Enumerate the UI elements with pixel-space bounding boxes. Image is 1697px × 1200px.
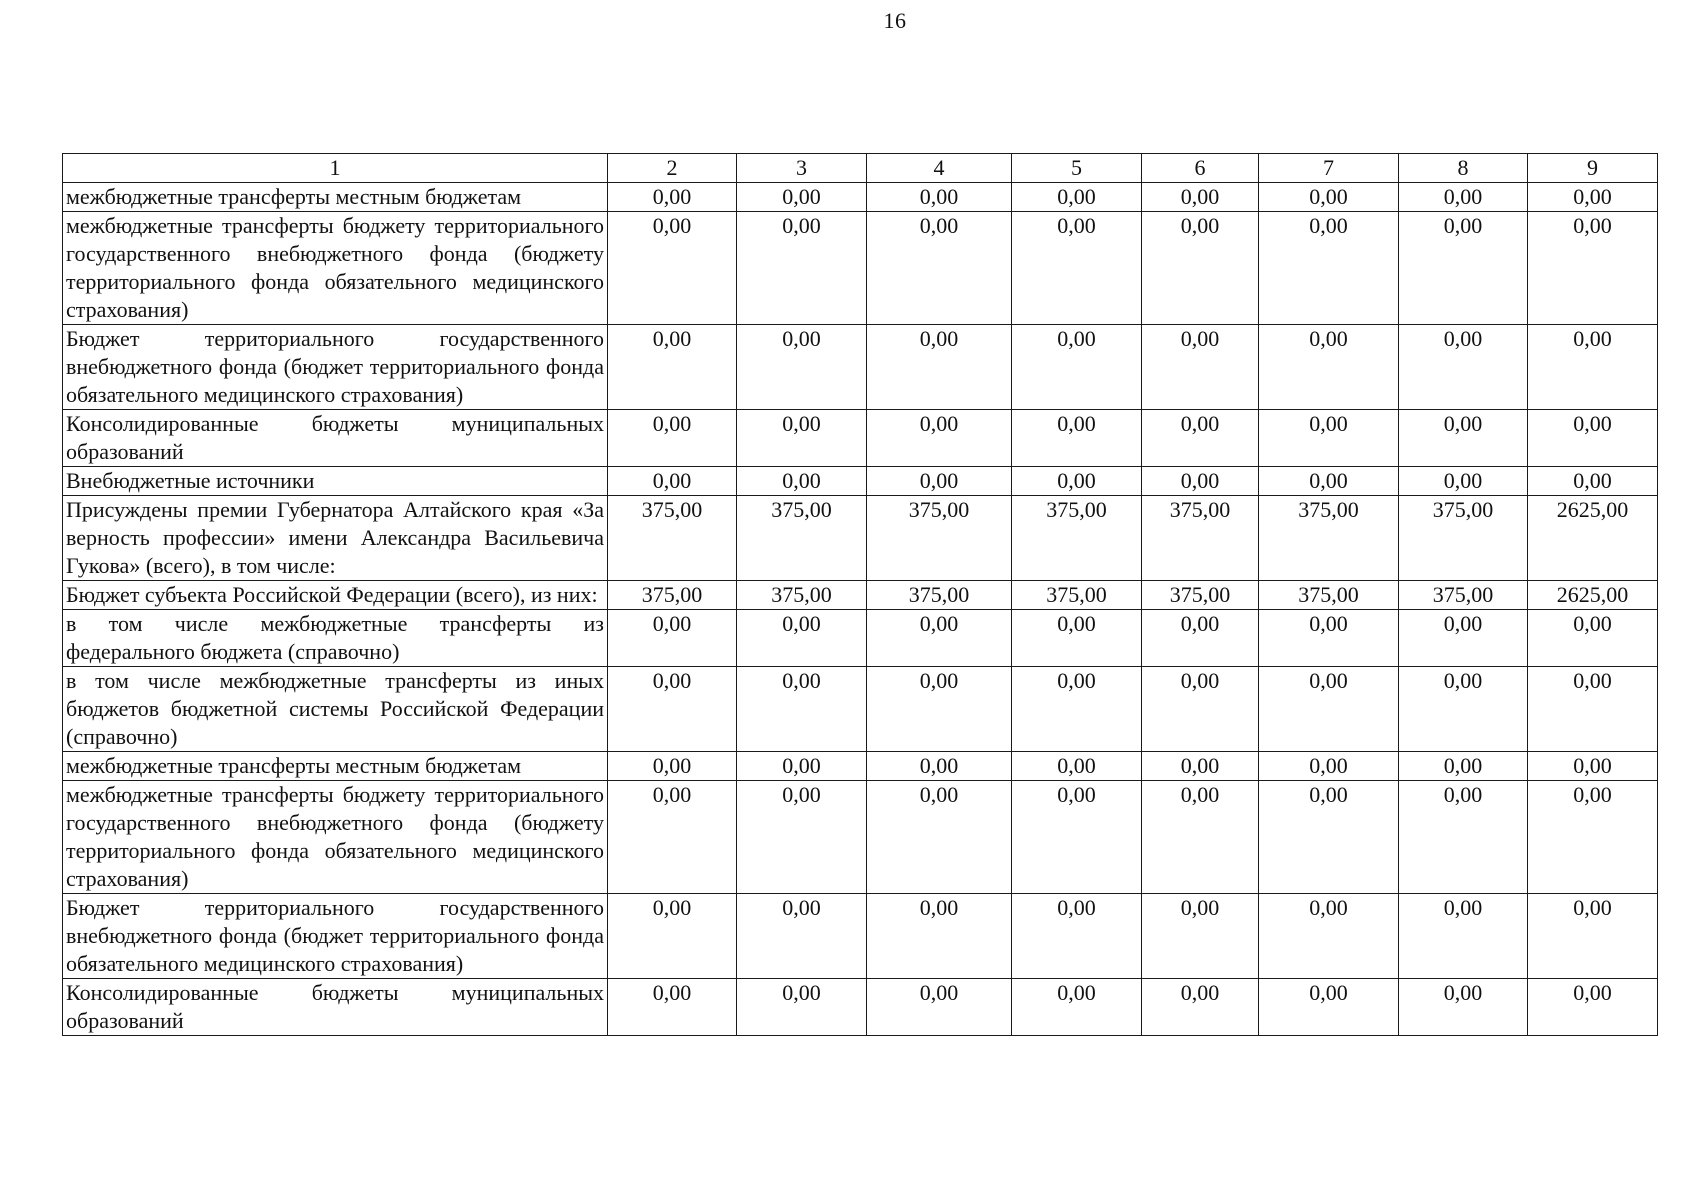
row-label: в том числе межбюджетные трансферты из федерального бюджета (справочно): [63, 610, 608, 667]
table-cell-value: 0,00: [608, 894, 737, 979]
table-cell-value: 0,00: [867, 325, 1012, 410]
table-body: [63, 154, 1658, 1036]
page-number: 16: [883, 8, 907, 33]
row-label: межбюджетные трансферты местным бюджетам: [63, 752, 608, 781]
table-cell-value: 0,00: [737, 467, 867, 496]
table-cell-value: 0,00: [1399, 752, 1528, 781]
table-cell-value: 0,00: [1528, 979, 1658, 1036]
table-cell-value: 0,00: [1399, 183, 1528, 212]
table-cell-value: 0,00: [1142, 325, 1259, 410]
table-cell-value: 0,00: [608, 979, 737, 1036]
table-row: [63, 610, 1658, 667]
table-cell-value: 0,00: [1399, 781, 1528, 894]
table-cell-value: 0,00: [737, 212, 867, 325]
table-cell-value: 0,00: [608, 781, 737, 894]
table-cell-value: 0,00: [1259, 212, 1399, 325]
column-header: 6: [1142, 154, 1259, 183]
table-cell-value: 375,00: [867, 496, 1012, 581]
column-header: 8: [1399, 154, 1528, 183]
row-label: в том числе межбюджетные трансферты из иных бюджетов бюджетной системы Российской Федерации (справочно): [63, 667, 608, 752]
table-cell-value: 0,00: [1259, 410, 1399, 467]
table-cell-value: 0,00: [1259, 894, 1399, 979]
table-cell-value: 0,00: [1399, 410, 1528, 467]
table-cell-value: 0,00: [737, 752, 867, 781]
column-header: 4: [867, 154, 1012, 183]
table-cell-value: 0,00: [867, 410, 1012, 467]
table-cell-value: 375,00: [608, 496, 737, 581]
table-cell-value: 0,00: [1259, 752, 1399, 781]
table-cell-value: 0,00: [737, 979, 867, 1036]
table-cell-value: 375,00: [1142, 581, 1259, 610]
table-row: [63, 325, 1658, 410]
table-cell-value: 0,00: [1399, 212, 1528, 325]
row-label: Бюджет территориального государственного внебюджетного фонда (бюджет территориального фонда обязательного медицинского страхования): [63, 325, 608, 410]
table-cell-value: 0,00: [1012, 410, 1142, 467]
table-cell-value: 0,00: [737, 667, 867, 752]
table-cell-value: 0,00: [1012, 979, 1142, 1036]
table-cell-value: 2625,00: [1528, 581, 1658, 610]
table-cell-value: 0,00: [608, 752, 737, 781]
table-cell-value: 0,00: [1259, 325, 1399, 410]
table-cell-value: 375,00: [1012, 496, 1142, 581]
table-cell-value: 0,00: [867, 610, 1012, 667]
table-cell-value: 0,00: [867, 894, 1012, 979]
row-label: Бюджет субъекта Российской Федерации (всего), из них:: [63, 581, 608, 610]
table-cell-value: 0,00: [867, 667, 1012, 752]
table-cell-value: 0,00: [1012, 212, 1142, 325]
row-label: межбюджетные трансферты бюджету территориального государственного внебюджетного фонда (бюджету территориального фонда обязательного медицинского страхования): [63, 212, 608, 325]
table-cell-value: 0,00: [1142, 781, 1259, 894]
table-cell-value: 0,00: [1259, 979, 1399, 1036]
table-cell-value: 0,00: [1142, 212, 1259, 325]
row-label: межбюджетные трансферты бюджету территориального государственного внебюджетного фонда (бюджету территориального фонда обязательного медицинского страхования): [63, 781, 608, 894]
column-header: 3: [737, 154, 867, 183]
table-cell-value: 0,00: [1528, 467, 1658, 496]
table-cell-value: 0,00: [1012, 667, 1142, 752]
table-cell-value: 375,00: [1259, 581, 1399, 610]
table-cell-value: 0,00: [1142, 183, 1259, 212]
table-row: [63, 979, 1658, 1036]
table-cell-value: 0,00: [737, 325, 867, 410]
header-row: [63, 154, 1658, 183]
table-cell-value: 0,00: [1142, 894, 1259, 979]
table-cell-value: 0,00: [1142, 410, 1259, 467]
table-row: [63, 410, 1658, 467]
table-cell-value: 0,00: [867, 183, 1012, 212]
column-header: 1: [63, 154, 608, 183]
table-cell-value: 0,00: [1528, 183, 1658, 212]
table-cell-value: 0,00: [867, 781, 1012, 894]
table-cell-value: 0,00: [1528, 781, 1658, 894]
table-row: [63, 667, 1658, 752]
table-cell-value: 0,00: [1528, 894, 1658, 979]
table-cell-value: 2625,00: [1528, 496, 1658, 581]
table-cell-value: 0,00: [1012, 467, 1142, 496]
table-cell-value: 0,00: [867, 752, 1012, 781]
table-cell-value: 0,00: [608, 610, 737, 667]
table-cell-value: 0,00: [737, 183, 867, 212]
table-cell-value: 0,00: [1142, 610, 1259, 667]
table-cell-value: 0,00: [1399, 979, 1528, 1036]
table-cell-value: 375,00: [737, 581, 867, 610]
table-cell-value: 375,00: [1399, 581, 1528, 610]
row-label: Присуждены премии Губернатора Алтайского края «За верность профессии» имени Александра Васильевича Гукова» (всего), в том числе:: [63, 496, 608, 581]
table-row: [63, 581, 1658, 610]
table-cell-value: 0,00: [608, 410, 737, 467]
table-cell-value: 0,00: [867, 212, 1012, 325]
table-cell-value: 375,00: [608, 581, 737, 610]
table-cell-value: 0,00: [1399, 894, 1528, 979]
table-cell-value: 0,00: [1012, 781, 1142, 894]
table-cell-value: 375,00: [1399, 496, 1528, 581]
table-cell-value: 0,00: [867, 979, 1012, 1036]
column-header: 5: [1012, 154, 1142, 183]
table-cell-value: 0,00: [1399, 325, 1528, 410]
table-cell-value: 0,00: [1528, 325, 1658, 410]
table-cell-value: 0,00: [737, 894, 867, 979]
row-label: Внебюджетные источники: [63, 467, 608, 496]
table-cell-value: 375,00: [1012, 581, 1142, 610]
table-cell-value: 0,00: [867, 467, 1012, 496]
table-cell-value: 0,00: [1012, 610, 1142, 667]
table-row: [63, 894, 1658, 979]
table-cell-value: 0,00: [1142, 667, 1259, 752]
table-cell-value: 0,00: [1012, 894, 1142, 979]
table-cell-value: 0,00: [1399, 467, 1528, 496]
table-cell-value: 0,00: [1259, 467, 1399, 496]
table-cell-value: 0,00: [1012, 752, 1142, 781]
table-cell-value: 375,00: [1259, 496, 1399, 581]
table-cell-value: 0,00: [1012, 183, 1142, 212]
table-cell-value: 0,00: [1259, 781, 1399, 894]
table-cell-value: 0,00: [1012, 325, 1142, 410]
table-cell-value: 0,00: [1142, 467, 1259, 496]
table-cell-value: 0,00: [1399, 610, 1528, 667]
table-cell-value: 0,00: [1142, 752, 1259, 781]
table-cell-value: 375,00: [867, 581, 1012, 610]
table-cell-value: 0,00: [1528, 410, 1658, 467]
column-header: 7: [1259, 154, 1399, 183]
table-cell-value: 0,00: [608, 667, 737, 752]
table-cell-value: 0,00: [608, 212, 737, 325]
row-label: Бюджет территориального государственного внебюджетного фонда (бюджет территориального фонда обязательного медицинского страхования): [63, 894, 608, 979]
table-cell-value: 0,00: [1528, 667, 1658, 752]
table-cell-value: 0,00: [1399, 667, 1528, 752]
row-label: межбюджетные трансферты местным бюджетам: [63, 183, 608, 212]
table-cell-value: 0,00: [1142, 979, 1259, 1036]
column-header: 9: [1528, 154, 1658, 183]
table-row: [63, 496, 1658, 581]
table-cell-value: 375,00: [737, 496, 867, 581]
table-cell-value: 0,00: [1528, 610, 1658, 667]
table-row: [63, 183, 1658, 212]
row-label: Консолидированные бюджеты муниципальных образований: [63, 410, 608, 467]
table-row: [63, 467, 1658, 496]
budget-table: [62, 153, 1658, 1036]
row-label: Консолидированные бюджеты муниципальных образований: [63, 979, 608, 1036]
table-cell-value: 0,00: [1259, 183, 1399, 212]
table-cell-value: 0,00: [1528, 752, 1658, 781]
table-cell-value: 0,00: [737, 410, 867, 467]
table-cell-value: 0,00: [1259, 610, 1399, 667]
table-cell-value: 0,00: [1259, 667, 1399, 752]
table-cell-value: 0,00: [608, 183, 737, 212]
table-cell-value: 0,00: [608, 467, 737, 496]
table-row: [63, 212, 1658, 325]
column-header: 2: [608, 154, 737, 183]
table-row: [63, 781, 1658, 894]
table-cell-value: 0,00: [737, 781, 867, 894]
table-cell-value: 375,00: [1142, 496, 1259, 581]
table-row: [63, 752, 1658, 781]
table-cell-value: 0,00: [737, 610, 867, 667]
table-cell-value: 0,00: [1528, 212, 1658, 325]
table-cell-value: 0,00: [608, 325, 737, 410]
